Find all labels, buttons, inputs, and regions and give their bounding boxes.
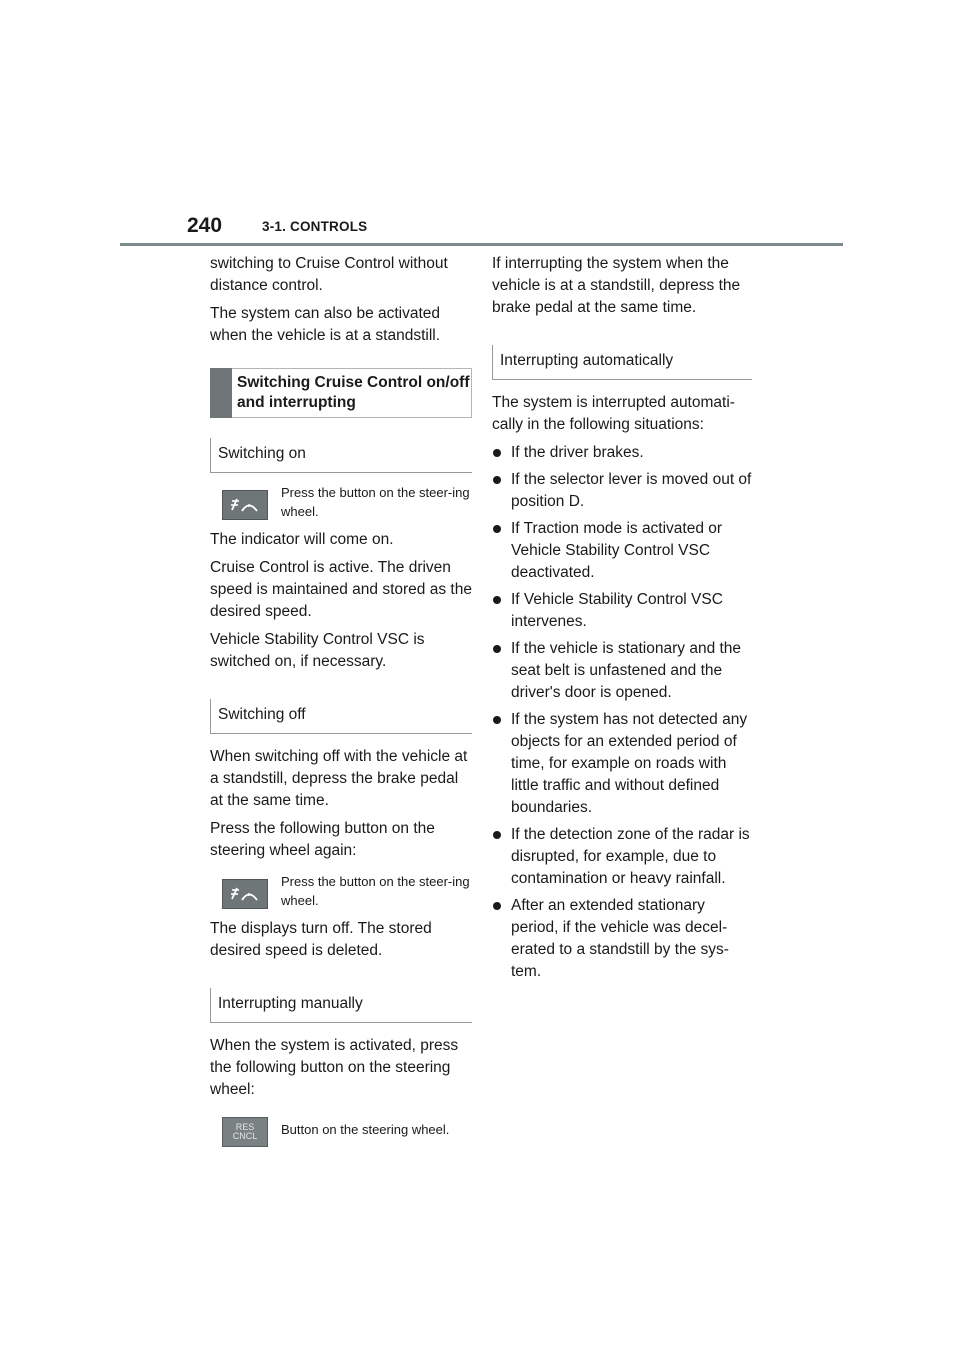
bullet-icon (493, 596, 501, 604)
main-heading-text: Switching Cruise Control on/off and interrupting (237, 374, 470, 411)
list-item-text: If Traction mode is activated or Vehicle Stability Control VSC deactivated. (511, 520, 723, 581)
interrupting-automatically-heading: Interrupting automatically (492, 345, 752, 380)
list-item (492, 824, 752, 890)
right-column (492, 253, 752, 988)
switching-on-heading: Switching on (210, 438, 472, 473)
list-item-text: If the vehicle is stationary and the seat belt is unfastened and the driver's door is opened. (511, 640, 742, 701)
list-item-text: If Vehicle Stability Control VSC intervenes. (511, 591, 723, 630)
switching-off-paragraph-2: Press the following button on the steering wheel again: (210, 820, 435, 859)
bullet-icon (493, 645, 501, 653)
list-item-text: If the driver brakes. (511, 444, 644, 461)
section-title: 3-1. CONTROLS (262, 219, 368, 234)
bullet-icon (493, 716, 501, 724)
switching-on-button-figure (222, 483, 472, 521)
bullet-icon (493, 476, 501, 484)
switching-off-paragraph-3: The displays turn off. The stored desired speed is deleted. (210, 920, 432, 959)
intro-paragraph-2: The system can also be activated when the vehicle is at a standstill. (210, 305, 441, 344)
list-item (492, 895, 752, 983)
switching-on-paragraph-3: Vehicle Stability Control VSC is switched on, if necessary. (210, 631, 425, 670)
left-column (210, 253, 472, 1155)
switching-on-paragraph-2: Cruise Control is active. The driven speed is maintained and stored as the desired speed. (210, 559, 472, 620)
header-divider (120, 243, 843, 246)
interrupting-manually-paragraph: When the system is activated, press the following button on the steering wheel: (210, 1037, 459, 1098)
res-cncl-button-icon (222, 1117, 268, 1147)
bullet-icon (493, 449, 501, 457)
right-intro-paragraph: If interrupting the system when the vehicle is at a standstill, depress the brake pedal at the same time. (492, 255, 741, 316)
bullet-icon (493, 831, 501, 839)
list-item (492, 442, 752, 464)
switching-off-paragraph-1: When switching off with the vehicle at a standstill, depress the brake pedal at the same time. (210, 748, 468, 809)
interruption-conditions-list (492, 442, 752, 983)
interrupting-automatically-paragraph: The system is interrupted automati-cally in the following situations: (492, 394, 735, 433)
res-cncl-button-caption: Button on the steering wheel. (281, 1122, 450, 1137)
list-item-text: If the detection zone of the radar is disrupted, for example, due to contamination or heavy rainfall. (511, 826, 750, 887)
list-item-text: If the selector lever is moved out of position D. (511, 471, 752, 510)
heading-accent-bar (210, 368, 232, 418)
main-section-heading (210, 368, 472, 418)
list-item-text: After an extended stationary period, if the vehicle was decel-erated to a standstill by the sys-tem. (511, 897, 729, 980)
list-item-text: If the system has not detected any objects for an extended period of time, for example on roads with little traffic and without defined boundaries. (511, 711, 748, 816)
res-label: RES (235, 1122, 255, 1132)
res-cncl-button-figure (222, 1117, 472, 1147)
switching-on-paragraph-1: The indicator will come on. (210, 531, 394, 548)
cruise-control-icon (222, 490, 268, 520)
switching-on-button-caption: Press the button on the steer-ing wheel. (281, 485, 470, 519)
switching-off-button-caption: Press the button on the steer-ing wheel. (281, 874, 470, 908)
page-number: 240 (187, 214, 223, 237)
switching-off-button-figure (222, 872, 472, 910)
interrupting-manually-heading: Interrupting manually (210, 988, 472, 1023)
list-item (492, 469, 752, 513)
list-item (492, 709, 752, 819)
cncl-label: CNCL (232, 1131, 258, 1141)
bullet-icon (493, 902, 501, 910)
cruise-control-icon (222, 879, 268, 909)
switching-off-heading: Switching off (210, 699, 472, 734)
list-item (492, 638, 752, 704)
bullet-icon (493, 525, 501, 533)
intro-paragraph-1: switching to Cruise Control without distance control. (210, 255, 448, 294)
list-item (492, 589, 752, 633)
list-item (492, 518, 752, 584)
